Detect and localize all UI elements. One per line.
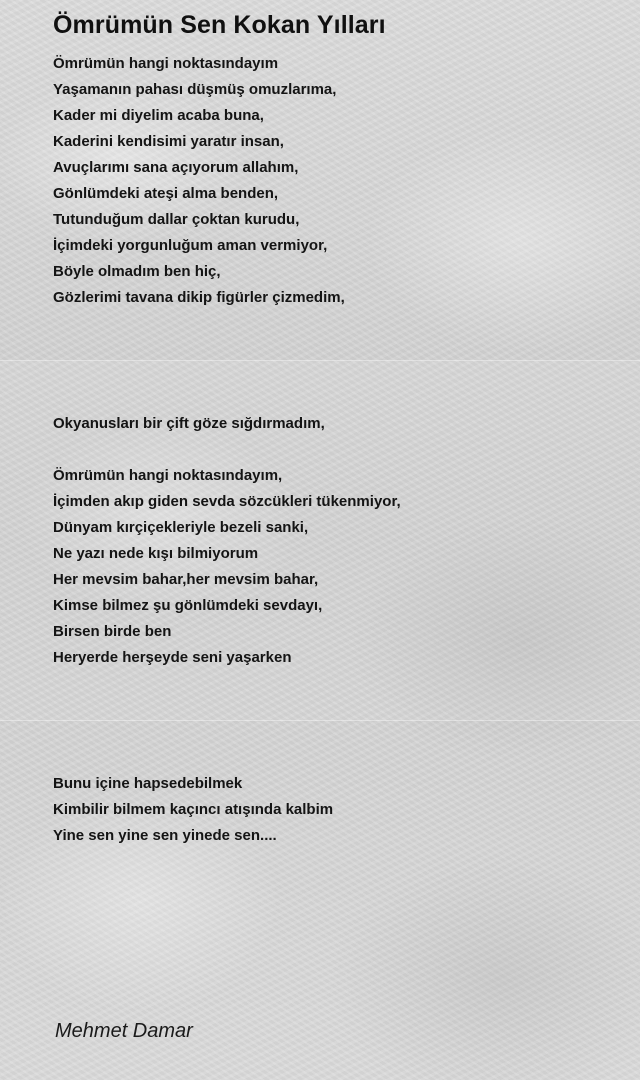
poem-line: Yine sen yine sen yinede sen.... <box>53 827 277 844</box>
poem-line: Gözlerimi tavana dikip figürler çizmedim, <box>53 289 345 306</box>
poem-line: İçimden akıp giden sevda sözcükleri tükenmiyor, <box>53 493 401 510</box>
poem-line: Kimbilir bilmem kaçıncı atışında kalbim <box>53 801 334 818</box>
poem-line: Bunu içine hapsedebilmek <box>53 775 243 792</box>
poem-line: Dünyam kırçiçekleriyle bezeli sanki, <box>53 519 309 536</box>
poem-line: Birsen birde ben <box>53 623 172 640</box>
poem-line: Okyanusları bir çift göze sığdırmadım, <box>53 415 325 432</box>
poem-line: Kimse bilmez şu gönlümdeki sevdayı, <box>53 597 323 614</box>
poem-title: Ömrümün Sen Kokan Yılları <box>53 11 386 39</box>
poem-stanza-2 <box>53 411 325 437</box>
poem-line: Yaşamanın pahası düşmüş omuzlarıma, <box>53 81 337 98</box>
poem-stanza-1 <box>53 51 345 311</box>
poem-line: Kader mi diyelim acaba buna, <box>53 107 264 124</box>
poem-line: Böyle olmadım ben hiç, <box>53 263 221 280</box>
poem-line: Avuçlarımı sana açıyorum allahım, <box>53 159 299 176</box>
poem-author: Mehmet Damar <box>55 1020 193 1042</box>
poem-stanza-4 <box>53 771 333 849</box>
poem-line: Kaderini kendisimi yaratır insan, <box>53 133 284 150</box>
poem-line: Gönlümdeki ateşi alma benden, <box>53 185 279 202</box>
poem-line: Her mevsim bahar,her mevsim bahar, <box>53 571 319 588</box>
poem-line: Ömrümün hangi noktasındayım <box>53 55 279 72</box>
poem-line: Heryerde herşeyde seni yaşarken <box>53 649 292 666</box>
poem-line: Ne yazı nede kışı bilmiyorum <box>53 545 259 562</box>
poem-line: İçimdeki yorgunluğum aman vermiyor, <box>53 237 328 254</box>
poem-line: Tutunduğum dallar çoktan kurudu, <box>53 211 300 228</box>
poem-stanza-3 <box>53 463 401 671</box>
poem-line: Ömrümün hangi noktasındayım, <box>53 467 283 484</box>
